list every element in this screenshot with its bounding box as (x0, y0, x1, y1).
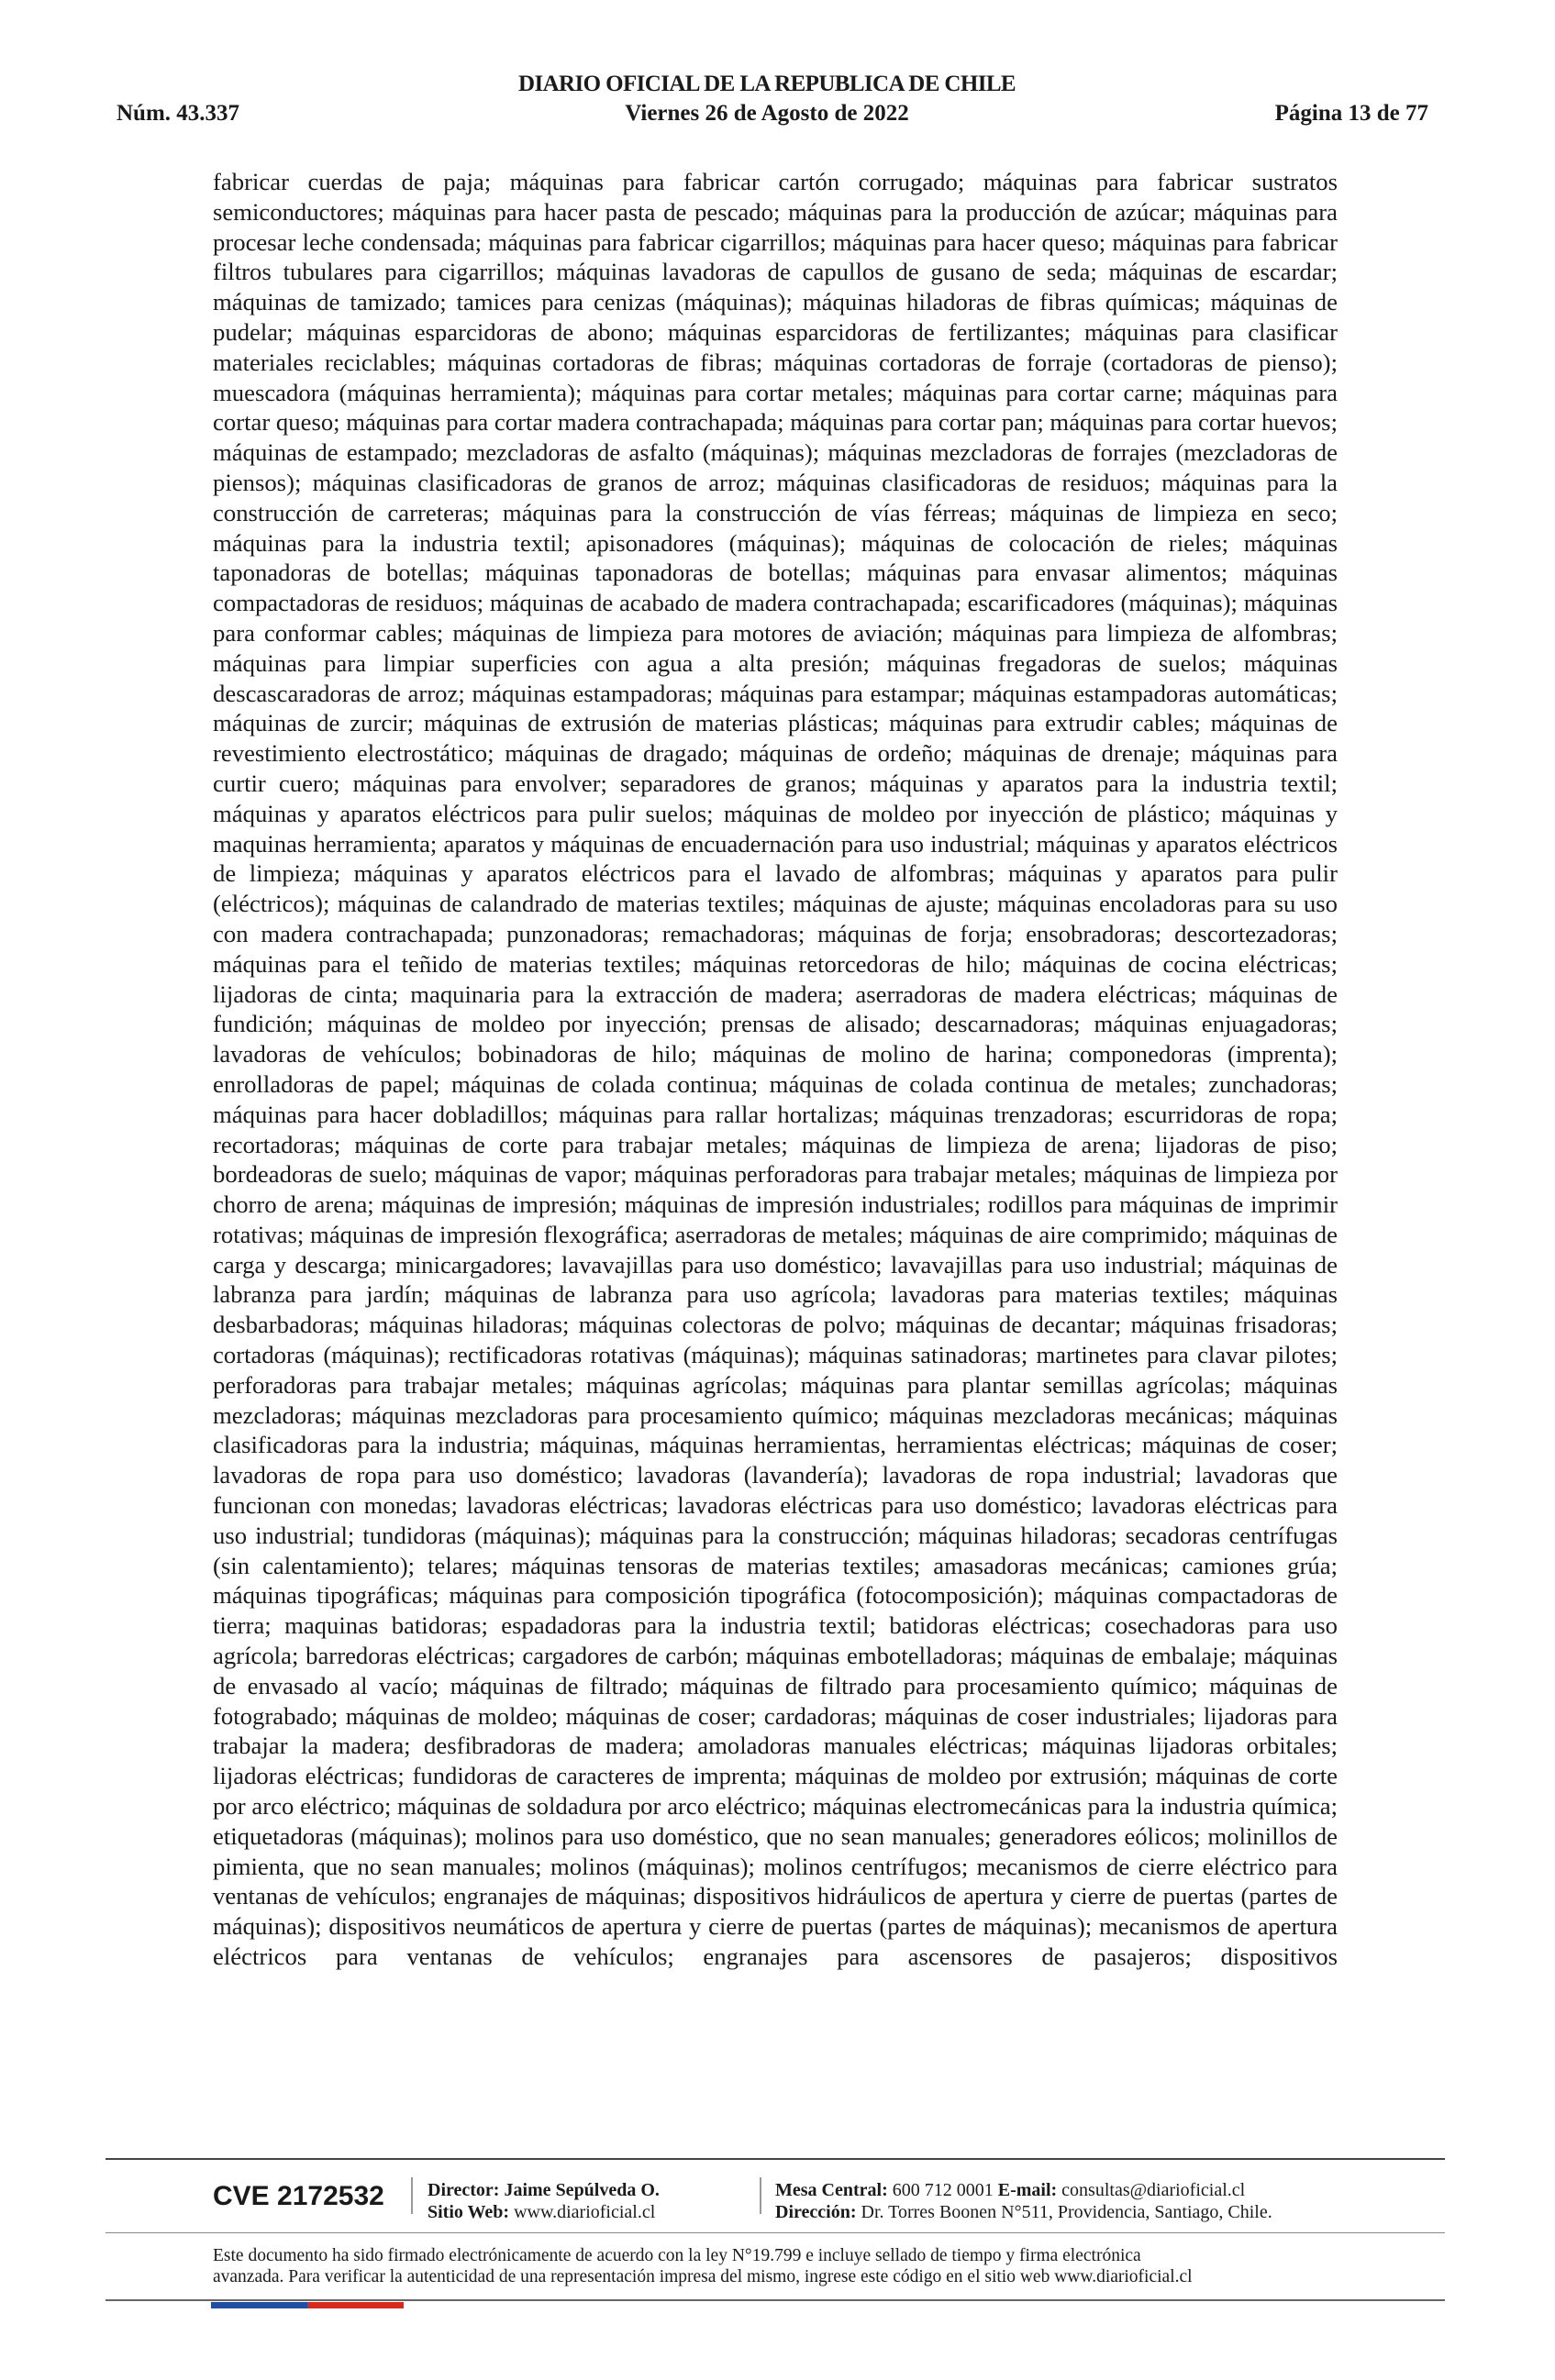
legal-line-2: avanzada. Para verificar la autenticidad de una representación impresa del mismo, ingrese este código en el sitio web www.diarioficial.cl (213, 2267, 1193, 2286)
director-name: Jaime Sepúlveda O. (504, 2180, 660, 2200)
legal-notice (213, 2245, 1350, 2287)
issue-number: Núm. 43.337 (117, 101, 240, 126)
footer-rule-middle (106, 2232, 1445, 2233)
body-content (213, 167, 1338, 1972)
footer-divider (760, 2177, 761, 2214)
email-link[interactable]: consultas@diarioficial.cl (1061, 2180, 1246, 2200)
issue-date: Viernes 26 de Agosto de 2022 (625, 101, 909, 126)
address-label: Dirección: (775, 2202, 857, 2222)
mesa-phone: 600 712 0001 (892, 2180, 994, 2200)
page-number: Página 13 de 77 (1274, 101, 1428, 126)
address-text: Dr. Torres Boonen N°511, Providencia, Santiago, Chile. (861, 2202, 1272, 2222)
cve-code: CVE 2172532 (213, 2181, 384, 2211)
website-link[interactable]: www.diarioficial.cl (514, 2202, 656, 2222)
footer-contact-block (775, 2179, 1272, 2223)
flag-stripe-blue (211, 2302, 307, 2308)
body-paragraph: fabricar cuerdas de paja; máquinas para fabricar cartón corrugado; máquinas para fabricar sustratos semiconductores; máquinas para hacer pasta de pescado; máquinas para la producción de azúcar; máquinas para procesar leche condensada; máquinas para fabricar cigarrillos; máquinas para hacer queso; máquinas para fabricar filtros tubulares para cigarrillos; máquinas lavadoras de capullos de gusano de seda; máquinas de escardar; máquinas de tamizado; tamices para cenizas (máquinas); máquinas hiladoras de fibras químicas; máquinas de pudelar; máquinas esparcidoras de abono; máquinas esparcidoras de fertilizantes; máquinas para clasificar materiales reciclables; máquinas cortadoras de fibras; máquinas cortadoras de forraje (cortadoras de pienso); muescadora (máquinas herramienta); máquinas para cortar metales; máquinas para cortar carne; máquinas para cortar queso; máquinas para cortar madera contrachapada; máquinas para cortar pan; máquinas para cortar huevos; máquinas de estampado; mezcladoras de asfalto (máquinas); máquinas mezcladoras de forrajes (mezcladoras de piensos); máquinas clasificadoras de granos de arroz; máquinas clasificadoras de residuos; máquinas para la construcción de carreteras; máquinas para la construcción de vías férreas; máquinas de limpieza en seco; máquinas para la industria textil; apisonadores (máquinas); máquinas de colocación de rieles; máquinas taponadoras de botellas; máquinas taponadoras de botellas; máquinas para envasar alimentos; máquinas compactadoras de residuos; máquinas de acabado de madera contrachapada; escarificadores (máquinas); máquinas para conformar cables; máquinas de limpieza para motores de aviación; máquinas para limpieza de alfombras; máquinas para limpiar superficies con agua a alta presión; máquinas fregadoras de suelos; máquinas descascaradoras de arroz; máquinas estampadoras; máquinas para estampar; máquinas estampadoras automáticas; máquinas de zurcir; máquinas de extrusión de materias plásticas; máquinas para extrudir cables; máquinas de revestimiento electrostático; máquinas de dragado; máquinas de ordeño; máquinas de drenaje; máquinas para curtir cuero; máquinas para envolver; separadores de granos; máquinas y aparatos para la industria textil; máquinas y aparatos eléctricos para pulir suelos; máquinas de moldeo por inyección de plástico; máquinas y maquinas herramienta; aparatos y máquinas de encuadernación para uso industrial; máquinas y aparatos eléctricos de limpieza; máquinas y aparatos eléctricos para el lavado de alfombras; máquinas y aparatos para pulir (eléctricos); máquinas de calandrado de materias textiles; máquinas de ajuste; máquinas encoladoras para su uso con madera contrachapada; punzonadoras; remachadoras; máquinas de forja; ensobradoras; descortezadoras; máquinas para el teñido de materias textiles; máquinas retorcedoras de hilo; máquinas de cocina eléctricas; lijadoras de cinta; maquinaria para la extracción de madera; aserradoras de madera eléctricas; máquinas de fundición; máquinas de moldeo por inyección; prensas de alisado; descarnadoras; máquinas enjuagadoras; lavadoras de vehículos; bobinadoras de hilo; máquinas de molino de harina; componedoras (imprenta); enrolladoras de papel; máquinas de colada continua; máquinas de colada continua de metales; zunchadoras; máquinas para hacer dobladillos; máquinas para rallar hortalizas; máquinas trenzadoras; escurridoras de ropa; recortadoras; máquinas de corte para trabajar metales; máquinas de limpieza de arena; lijadoras de piso; bordeadoras de suelo; máquinas de vapor; máquinas perforadoras para trabajar metales; máquinas de limpieza por chorro de arena; máquinas de impresión; máquinas de impresión industriales; rodillos para máquinas de imprimir rotativas; máquinas de impresión flexográfica; aserradoras de metales; máquinas de aire comprimido; máquinas de carga y descarga; minicargadores; lavavajillas para uso doméstico; lavavajillas para uso industrial; máquinas de labranza para jardín; máquinas de labranza para uso agrícola; lavadoras para materias textiles; máquinas desbarbadoras; máquinas hiladoras; máquinas colectoras de polvo; máquinas de decantar; máquinas frisadoras; cortadoras (máquinas); rectificadoras rotativas (máquinas); máquinas satinadoras; martinetes para clavar pilotes; perforadoras para trabajar metales; máquinas agrícolas; máquinas para plantar semillas agrícolas; máquinas mezcladoras; máquinas mezcladoras para procesamiento químico; máquinas mezcladoras mecánicas; máquinas clasificadoras para la industria; máquinas, máquinas herramientas, herramientas eléctricas; máquinas de coser; lavadoras de ropa para uso doméstico; lavadoras (lavandería); lavadoras de ropa industrial; lavadoras que funcionan con monedas; lavadoras eléctricas; lavadoras eléctricas para uso doméstico; lavadoras eléctricas para uso industrial; tundidoras (máquinas); máquinas para la construcción; máquinas hiladoras; secadoras centrífugas (sin calentamiento); telares; máquinas tensoras de materias textiles; amasadoras mecánicas; camiones grúa; máquinas tipográficas; máquinas para composición tipográfica (fotocomposición); máquinas compactadoras de tierra; maquinas batidoras; espadadoras para la industria textil; batidoras eléctricas; cosechadoras para uso agrícola; barredoras eléctricas; cargadores de carbón; máquinas embotelladoras; máquinas de embalaje; máquinas de envasado al vacío; máquinas de filtrado; máquinas de filtrado para procesamiento químico; máquinas de fotograbado; máquinas de moldeo; máquinas de coser; cardadoras; máquinas de coser industriales; lijadoras para trabajar la madera; desfibradoras de madera; amoladoras manuales eléctricas; máquinas lijadoras orbitales; lijadoras eléctricas; fundidoras de caracteres de imprenta; máquinas de moldeo por extrusión; máquinas de corte por arco eléctrico; máquinas de soldadura por arco eléctrico; máquinas electromecánicas para la industria química; etiquetadoras (máquinas); molinos para uso doméstico, que no sean manuales; generadores eólicos; molinillos de pimienta, que no sean manuales; molinos (máquinas); molinos centrífugos; mecanismos de cierre eléctrico para ventanas de vehículos; engranajes de máquinas; dispositivos hidráulicos de apertura y cierre de puertas (partes de máquinas); dispositivos neumáticos de apertura y cierre de puertas (partes de máquinas); mecanismos de apertura eléctricos para ventanas de vehículos; engranajes para ascensores de pasajeros; dispositivos (213, 168, 1338, 1971)
legal-line-1: Este documento ha sido firmado electrónicamente de acuerdo con la ley N°19.799 e incluye sellado de tiempo y firma electrónica (213, 2246, 1141, 2265)
footer-rule-top (106, 2158, 1445, 2160)
footer-rule-bottom (106, 2299, 1445, 2301)
publication-title: DIARIO OFICIAL DE LA REPUBLICA DE CHILE (518, 72, 1016, 96)
footer-director-block (428, 2179, 660, 2223)
mesa-label: Mesa Central: (775, 2180, 888, 2200)
website-label: Sitio Web: (428, 2202, 510, 2222)
flag-stripe-red (307, 2302, 404, 2308)
email-label: E-mail: (997, 2180, 1058, 2200)
footer-divider (411, 2177, 413, 2214)
director-label: Director: (428, 2180, 500, 2200)
page-header (106, 72, 1428, 136)
